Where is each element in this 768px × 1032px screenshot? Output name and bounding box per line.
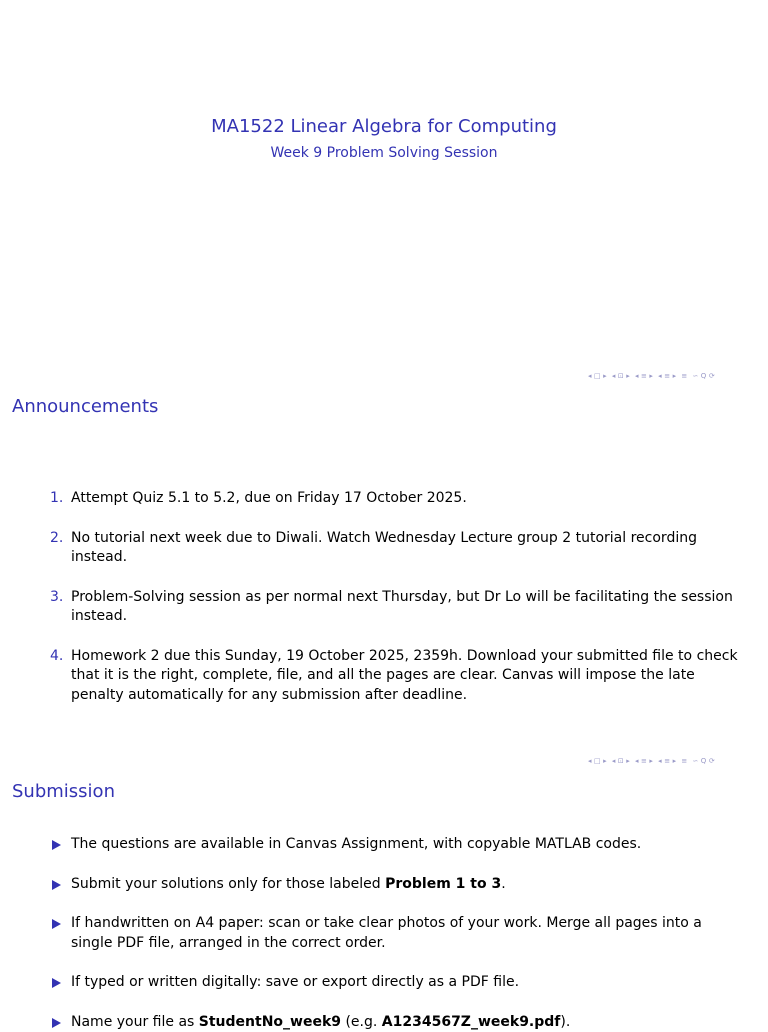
nav-back-icon[interactable]: ∽	[692, 372, 698, 380]
item-text: ).	[560, 1014, 570, 1030]
nav-prev-section-icon[interactable]: ◂	[658, 372, 662, 380]
nav-prev-subsection-icon[interactable]: ◂	[635, 757, 639, 765]
nav-next-subsection-icon[interactable]: ▸	[649, 372, 653, 380]
nav-section-icon[interactable]: ≡	[664, 372, 670, 380]
nav-section-icon[interactable]: ≡	[664, 757, 670, 765]
item-text: If typed or written digitally: save or export directly as a PDF file.	[71, 974, 519, 990]
list-item	[50, 489, 740, 509]
list-item	[50, 835, 740, 855]
nav-prev-section-icon[interactable]: ◂	[658, 757, 662, 765]
list-item	[50, 973, 740, 993]
nav-prev-frame-icon[interactable]: ◂	[612, 757, 616, 765]
item-number: 4.	[50, 647, 63, 667]
beamer-navigation-bar[interactable]	[588, 757, 764, 767]
item-text: Homework 2 due this Sunday, 19 October 2025, 2359h. Download your submitted file to check that it is the right, complete, file, and all the pages are clear. Canvas will impose the late penalty automatically for any submission after deadline.	[71, 648, 738, 703]
nav-slide-icon[interactable]: □	[594, 757, 601, 765]
nav-prev-slide-icon[interactable]: ◂	[588, 372, 592, 380]
nav-prev-frame-icon[interactable]: ◂	[612, 372, 616, 380]
item-text: Problem-Solving session as per normal next Thursday, but Dr Lo will be facilitating the session instead.	[71, 589, 733, 625]
nav-forward-icon[interactable]: ⟳	[709, 372, 715, 380]
nav-next-slide-icon[interactable]: ▸	[603, 757, 607, 765]
triangle-bullet-icon	[52, 880, 61, 890]
nav-search-icon[interactable]: Q	[701, 757, 707, 765]
nav-frame-icon[interactable]: ⊡	[618, 372, 624, 380]
item-emphasis: Problem 1 to 3	[385, 876, 501, 892]
announcements-list	[50, 489, 740, 705]
triangle-bullet-icon	[52, 840, 61, 850]
nav-back-icon[interactable]: ∽	[692, 757, 698, 765]
nav-next-subsection-icon[interactable]: ▸	[649, 757, 653, 765]
submission-heading: Submission	[12, 781, 115, 802]
item-text: .	[501, 876, 505, 892]
triangle-bullet-icon	[52, 919, 61, 929]
nav-slide-icon[interactable]: □	[594, 372, 601, 380]
nav-next-section-icon[interactable]: ▸	[673, 757, 677, 765]
list-item	[50, 914, 740, 953]
nav-forward-icon[interactable]: ⟳	[709, 757, 715, 765]
item-text: No tutorial next week due to Diwali. Watch Wednesday Lecture group 2 tutorial recording instead.	[71, 530, 697, 566]
nav-search-icon[interactable]: Q	[701, 372, 707, 380]
item-text: Attempt Quiz 5.1 to 5.2, due on Friday 17 October 2025.	[71, 490, 467, 506]
presentation-title: MA1522 Linear Algebra for Computing	[0, 116, 768, 137]
nav-subsection-icon[interactable]: ≡	[641, 757, 647, 765]
nav-subsection-icon[interactable]: ≡	[641, 372, 647, 380]
submission-list	[50, 835, 740, 1032]
nav-next-frame-icon[interactable]: ▸	[626, 372, 630, 380]
item-text: The questions are available in Canvas Assignment, with copyable MATLAB codes.	[71, 836, 641, 852]
file-name-format: StudentNo_week9	[199, 1014, 341, 1030]
announcements-heading: Announcements	[12, 396, 158, 417]
nav-next-section-icon[interactable]: ▸	[673, 372, 677, 380]
item-number: 1.	[50, 489, 63, 509]
item-number: 3.	[50, 588, 63, 608]
list-item	[50, 875, 740, 895]
nav-next-slide-icon[interactable]: ▸	[603, 372, 607, 380]
item-text: If handwritten on A4 paper: scan or take clear photos of your work. Merge all pages into a single PDF file, arranged in the correct order.	[71, 915, 702, 951]
list-item	[50, 588, 740, 627]
item-text: Name your file as	[71, 1014, 199, 1030]
triangle-bullet-icon	[52, 1018, 61, 1028]
nav-prev-slide-icon[interactable]: ◂	[588, 757, 592, 765]
list-item	[50, 1013, 740, 1032]
nav-prev-subsection-icon[interactable]: ◂	[635, 372, 639, 380]
item-text: (e.g.	[341, 1014, 382, 1030]
nav-outline-icon[interactable]: ≡	[681, 372, 687, 380]
nav-frame-icon[interactable]: ⊡	[618, 757, 624, 765]
triangle-bullet-icon	[52, 978, 61, 988]
nav-outline-icon[interactable]: ≡	[681, 757, 687, 765]
item-text: Submit your solutions only for those labeled	[71, 876, 385, 892]
nav-next-frame-icon[interactable]: ▸	[626, 757, 630, 765]
list-item	[50, 529, 740, 568]
item-number: 2.	[50, 529, 63, 549]
beamer-navigation-bar[interactable]	[588, 372, 764, 382]
presentation-subtitle: Week 9 Problem Solving Session	[0, 145, 768, 161]
list-item	[50, 647, 740, 706]
file-name-example: A1234567Z_week9.pdf	[382, 1014, 561, 1030]
